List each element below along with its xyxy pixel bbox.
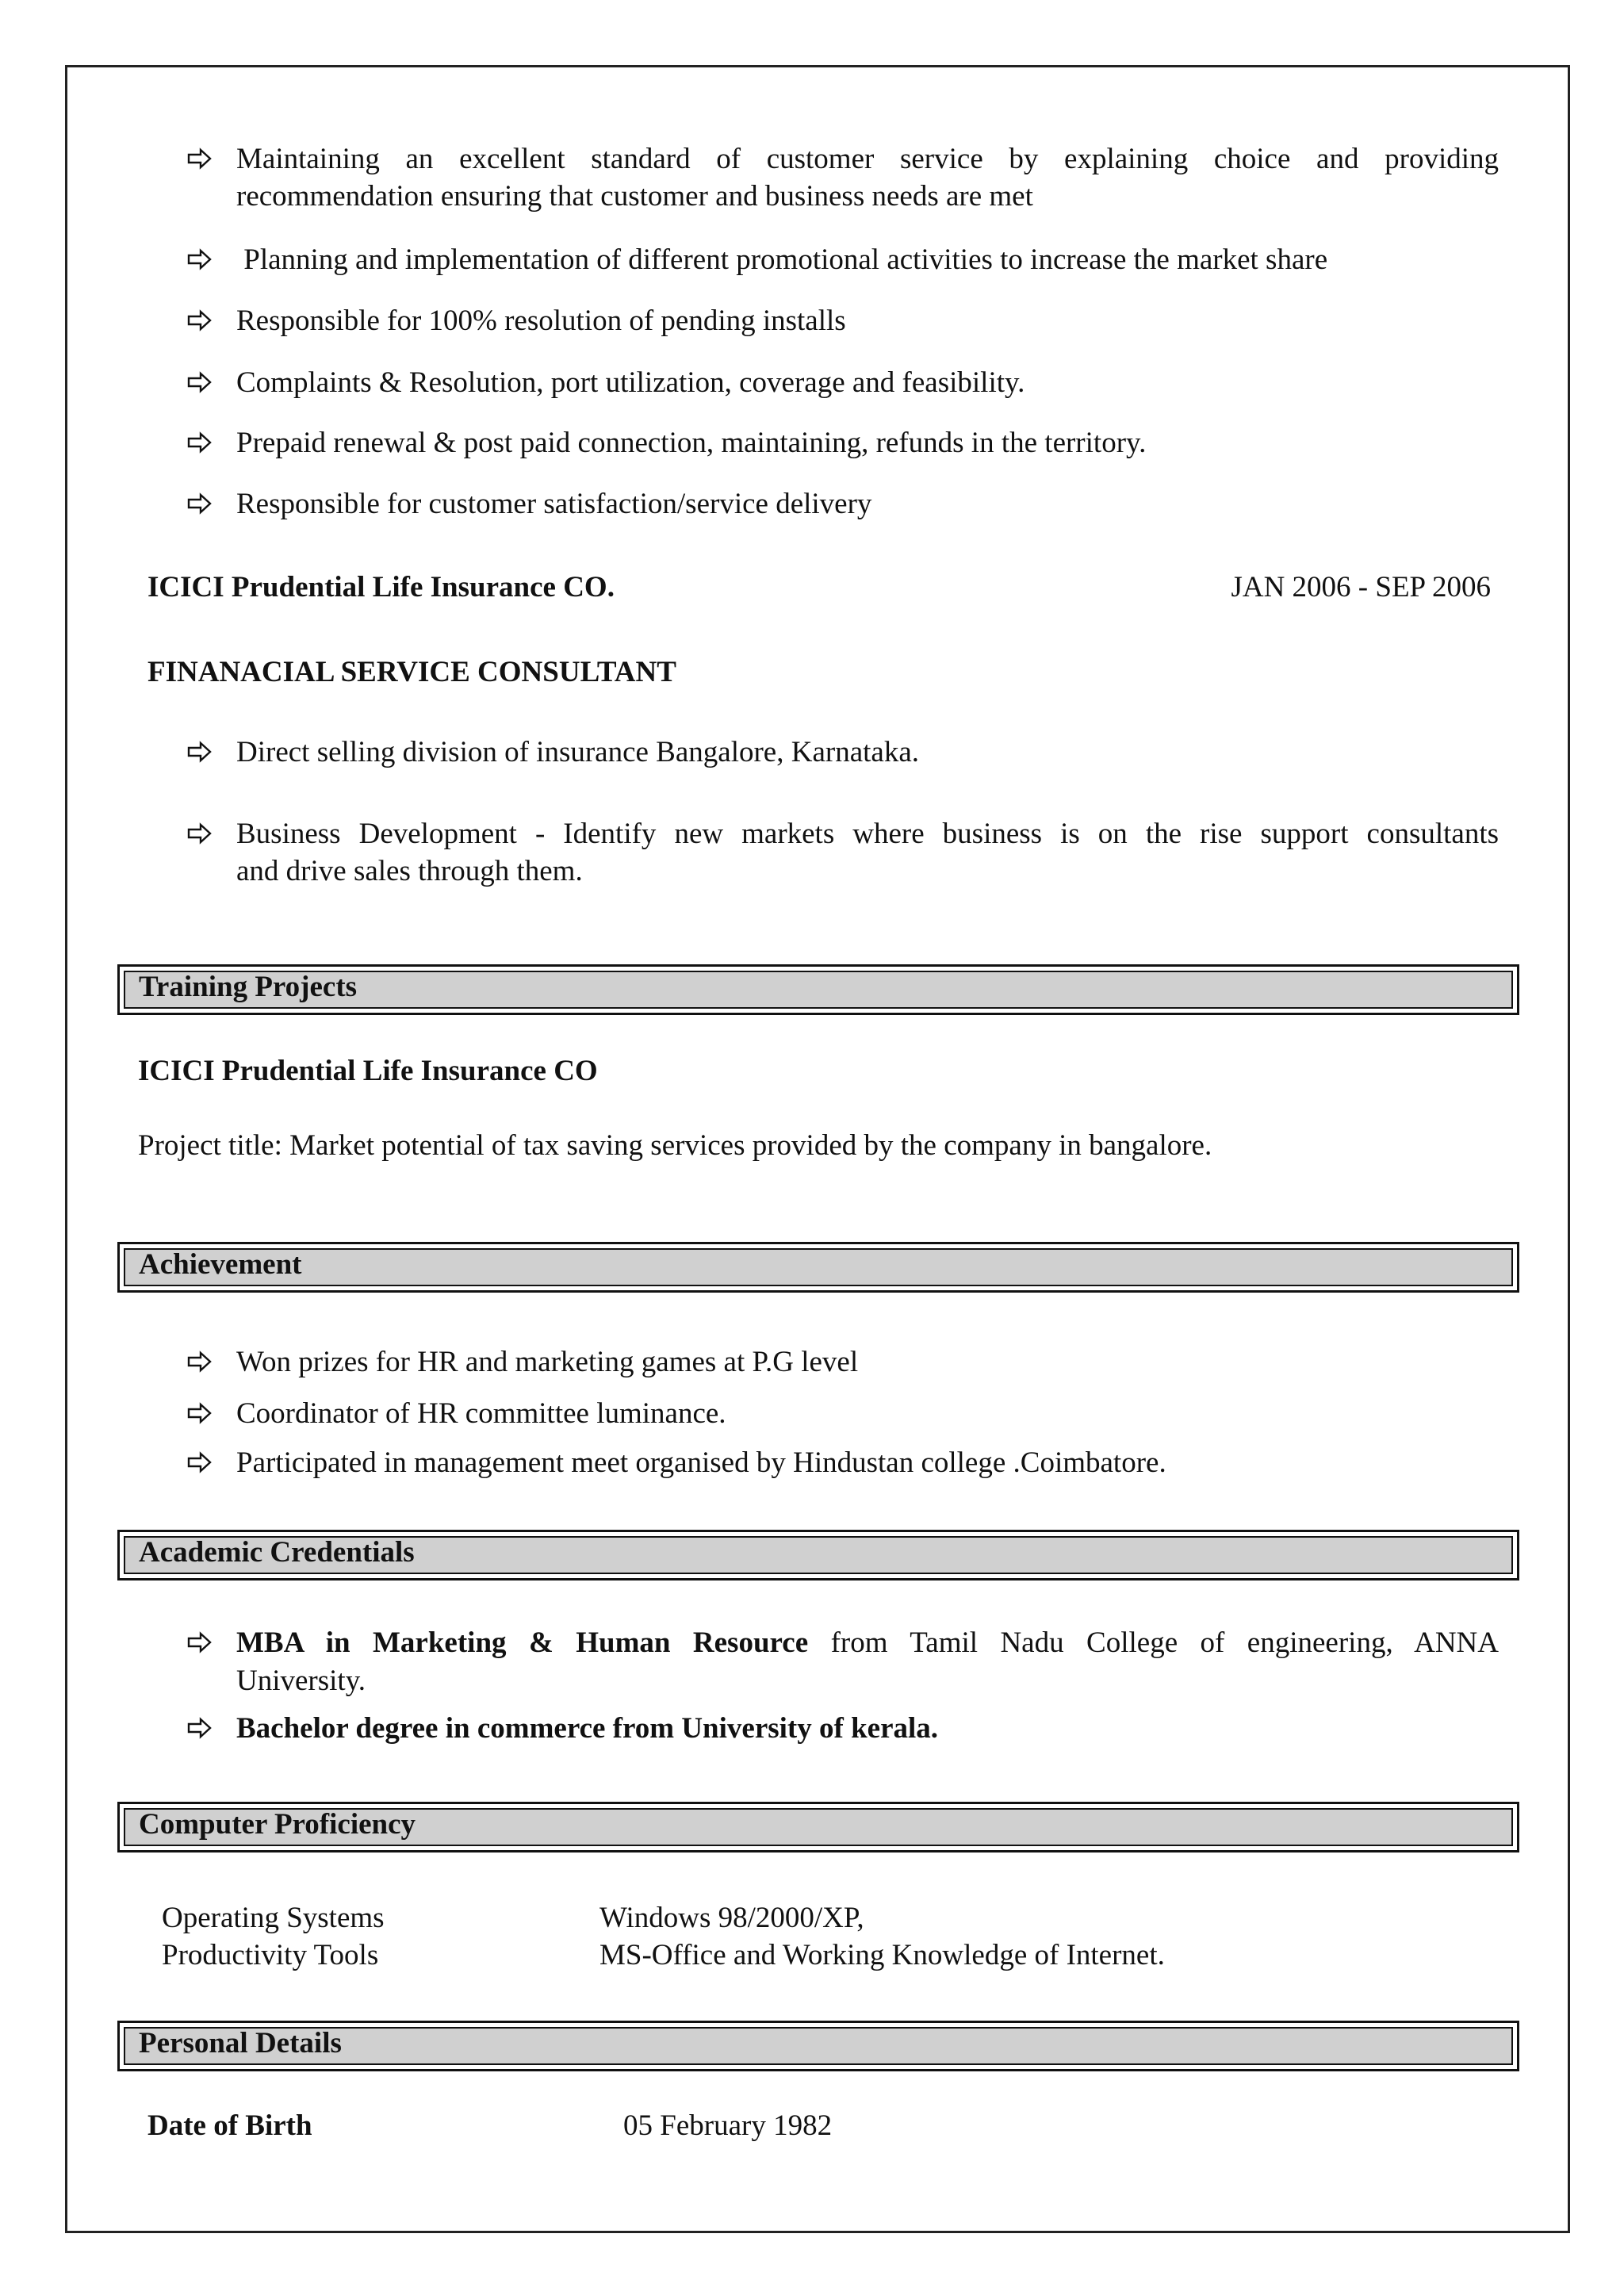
academic-mba-degree: MBA in Marketing & Human Resource	[236, 1626, 809, 1659]
dob-value: 05 February 1982	[623, 2109, 833, 2142]
job-company: ICICI Prudential Life Insurance CO.	[147, 571, 615, 603]
section-header-computer	[117, 1802, 1519, 1852]
section-title: Training Projects	[139, 971, 358, 1003]
section-header-personal	[117, 2021, 1519, 2071]
hollow-right-arrow-icon	[187, 1344, 216, 1381]
hollow-right-arrow-icon	[187, 242, 216, 278]
job-dates: JAN 2006 - SEP 2006	[1231, 571, 1491, 603]
job-role: FINANACIAL SERVICE CONSULTANT	[147, 656, 676, 688]
experience-bullet-line: Complaints & Resolution, port utilization, coverage and feasibility.	[236, 366, 1025, 399]
hollow-right-arrow-icon	[187, 303, 216, 339]
academic-mba-line2: University.	[236, 1665, 366, 1697]
academic-mba-institution: from Tamil Nadu College of engineering, ANNA	[830, 1626, 1499, 1659]
computer-row-label: Productivity Tools	[162, 1939, 379, 1971]
hollow-right-arrow-icon	[187, 816, 216, 852]
section-header-achievement	[117, 1242, 1519, 1293]
section-title: Achievement	[139, 1248, 302, 1281]
section-title: Computer Proficiency	[139, 1808, 416, 1841]
computer-row-value: Windows 98/2000/XP,	[599, 1902, 864, 1934]
achievement-item: Won prizes for HR and marketing games at P.G level	[236, 1346, 859, 1378]
hollow-right-arrow-icon	[187, 486, 216, 523]
dob-label: Date of Birth	[147, 2109, 312, 2142]
section-title: Personal Details	[139, 2027, 342, 2059]
hollow-right-arrow-icon	[187, 141, 216, 178]
section-header-academic	[117, 1530, 1519, 1580]
academic-bachelor: Bachelor degree in commerce from University of kerala.	[236, 1712, 939, 1745]
job-bullet-line: Direct selling division of insurance Bangalore, Karnataka.	[236, 736, 919, 768]
hollow-right-arrow-icon	[187, 1625, 216, 1661]
section-title: Academic Credentials	[139, 1536, 415, 1569]
achievement-item: Coordinator of HR committee luminance.	[236, 1397, 726, 1430]
computer-row-value: MS-Office and Working Knowledge of Internet.	[599, 1939, 1165, 1971]
training-project-title: Project title: Market potential of tax saving services provided by the company in bangalore.	[138, 1129, 1212, 1162]
academic-mba-line	[236, 1625, 1499, 1661]
hollow-right-arrow-icon	[187, 734, 216, 771]
experience-bullet-line: Prepaid renewal & post paid connection, maintaining, refunds in the territory.	[236, 427, 1147, 459]
experience-bullet-line: Maintaining an excellent standard of customer service by explaining choice and providing	[236, 143, 1499, 175]
hollow-right-arrow-icon	[187, 425, 216, 462]
experience-bullet-line: Responsible for customer satisfaction/service delivery	[236, 488, 872, 520]
training-company: ICICI Prudential Life Insurance CO	[138, 1055, 598, 1087]
hollow-right-arrow-icon	[187, 1396, 216, 1432]
job-bullet-line: Business Development - Identify new markets where business is on the rise support consultants	[236, 818, 1499, 850]
hollow-right-arrow-icon	[187, 1445, 216, 1481]
experience-bullet-line: Responsible for 100% resolution of pending installs	[236, 305, 846, 337]
experience-bullet-line: Planning and implementation of different promotional activities to increase the market share	[236, 243, 1328, 276]
hollow-right-arrow-icon	[187, 1711, 216, 1747]
experience-bullet-line: recommendation ensuring that customer and business needs are met	[236, 180, 1033, 213]
hollow-right-arrow-icon	[187, 365, 216, 401]
computer-row-label: Operating Systems	[162, 1902, 385, 1934]
job-bullet-line: and drive sales through them.	[236, 855, 583, 887]
section-header-training	[117, 964, 1519, 1015]
achievement-item: Participated in management meet organised by Hindustan college .Coimbatore.	[236, 1446, 1166, 1479]
